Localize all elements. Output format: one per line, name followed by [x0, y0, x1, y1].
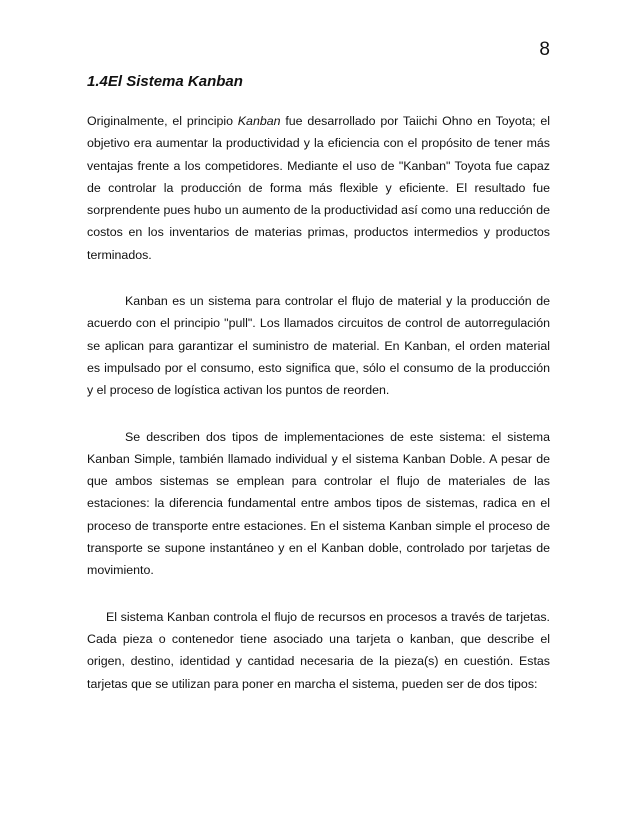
paragraph-origin — [87, 110, 550, 266]
paragraph-card-control: El sistema Kanban controla el flujo de recursos en procesos a través de tarjetas. Cada pieza o contenedor tiene asociado una tarjeta o kanban, que describe el origen, destino, identidad y cantidad necesaria de la pieza(s) en cuestión. Estas tarjetas que se utilizan para poner en marcha el sistema, pueden ser de dos tipos: — [87, 609, 550, 691]
paragraph-kanban-definition: Kanban es un sistema para controlar el flujo de material y la producción de acuerdo con el principio "pull". Los llamados circuitos de control de autorregulación se aplican para garantizar el suministro de material. En Kanban, el orden material es impulsado por el consumo, esto significa que, sólo el consumo de la producción y el proceso de logística activan los puntos de reorden. — [87, 294, 550, 398]
body-text — [87, 110, 550, 719]
paragraph-origin-emphasis: Kanban — [237, 114, 281, 128]
paragraph-implementations: Se describen dos tipos de implementaciones de este sistema: el sistema Kanban Simple, también llamado individual y el sistema Kanban Doble. A pesar de que ambos sistemas se emplean para controlar el flujo de materiales de las estaciones: la diferencia fundamental entre ambos tipos de sistemas, radica en el proceso de transporte entre estaciones. En el sistema Kanban simple el proceso de transporte se supone instantáneo y en el Kanban doble, controlado por tarjetas de movimiento. — [87, 429, 550, 578]
section-title: 1.4El Sistema Kanban — [87, 73, 243, 90]
paragraph-origin-rest: fue desarrollado por Taiichi Ohno en Toyota; el objetivo era aumentar la productividad y la eficiencia con el propósito de tener más ventajas frente a los competidores. Mediante el uso de "Kanban" Toyota fue capaz de controlar la producción de forma más flexible y eficiente. El resultado fue sorprendente pues hubo un aumento de la productividad así como una reducción de costos en los inventarios de materias primas, productos intermedios y productos terminados. — [87, 114, 550, 262]
paragraph-origin-lead: Originalmente, el principio — [87, 114, 238, 128]
page-number: 8 — [539, 39, 550, 60]
